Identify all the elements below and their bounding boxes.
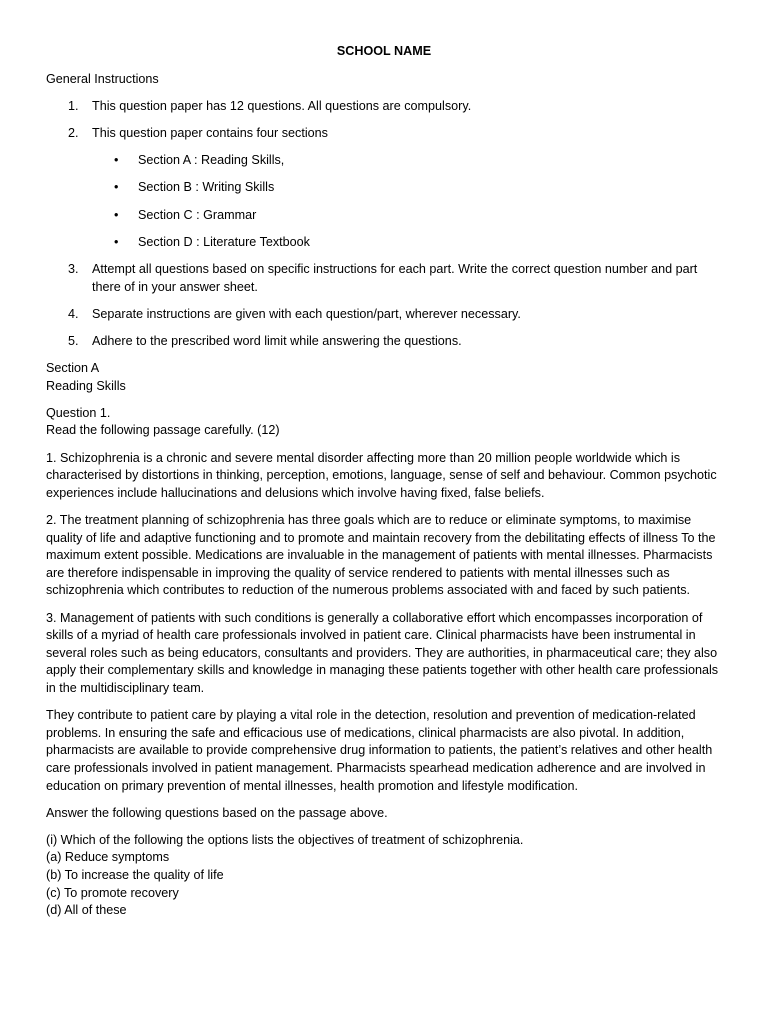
bullet-icon: • xyxy=(114,234,119,249)
answer-prompt: Answer the following questions based on the passage above. xyxy=(46,805,388,820)
section-list-item xyxy=(92,207,722,225)
question-1-heading xyxy=(46,405,722,440)
instruction-item xyxy=(46,333,722,351)
sub-question xyxy=(46,832,722,920)
question-label: Question 1. xyxy=(46,405,111,420)
answer-option: (c) To promote recovery xyxy=(46,885,179,900)
section-list-item xyxy=(92,234,722,252)
instruction-number: 4. xyxy=(68,306,79,321)
answer-option: (d) All of these xyxy=(46,903,127,918)
instructions-list xyxy=(46,98,722,351)
passage-paragraph: They contribute to patient care by playing a vital role in the detection, resolution and prevention of medication-related problems. In ensuring the safe and efficacious use of medications, clinical pharmacists are also pivotal. In addition, pharmacists are available to provide comprehensive drug information to patients, the patient’s relatives and other health care professionals involved in patient management. Pharmacists spearhead medication adherence and are involved in education on primary prevention of mental illnesses, health promotion and lifestyle modification. xyxy=(46,708,713,793)
instruction-item xyxy=(46,306,722,324)
passage-paragraph: 1. Schizophrenia is a chronic and severe mental disorder affecting more than 20 million people worldwide which is characterised by distortions in thinking, perception, emotions, language, sense of self and behaviour. Common psychotic experiences include hallucinations and delusions which involve having fixed, false beliefs. xyxy=(46,450,717,500)
instruction-number: 2. xyxy=(68,125,79,140)
instruction-text: Separate instructions are given with each question/part, wherever necessary. xyxy=(92,306,521,321)
section-a-heading xyxy=(46,360,722,395)
instruction-text: Adhere to the prescribed word limit while answering the questions. xyxy=(92,333,462,348)
passage-paragraph: 3. Management of patients with such conditions is generally a collaborative effort which encompasses incorporation of skills of a myriad of health care professionals involved in patient care. Clinical pharmacists have been instrumental in several roles such as being educators, consultants and providers. They are authorities, in pharmaceutical care; they also apply their complementary skills and knowledge in managing these patients together with other health care professionals in the multidisciplinary team. xyxy=(46,610,719,695)
section-list-item xyxy=(92,152,722,170)
instruction-number: 1. xyxy=(68,98,79,113)
school-name-title: SCHOOL NAME xyxy=(336,44,432,58)
section-list-item xyxy=(92,179,722,197)
general-instructions-heading: General Instructions xyxy=(46,71,159,86)
bullet-icon: • xyxy=(114,180,119,195)
instruction-number: 5. xyxy=(68,333,79,348)
instruction-item xyxy=(46,98,722,116)
section-label: Section A xyxy=(46,361,100,376)
section-list-text: Section A : Reading Skills, xyxy=(138,153,285,168)
instruction-text: This question paper contains four sections xyxy=(92,125,328,140)
instruction-item xyxy=(46,261,722,296)
instruction-text: This question paper has 12 questions. All questions are compulsory. xyxy=(92,98,472,113)
section-list-text: Section D : Literature Textbook xyxy=(138,234,310,249)
document-page xyxy=(46,43,722,929)
instruction-item xyxy=(46,125,722,251)
answer-option: (a) Reduce symptoms xyxy=(46,850,170,865)
bullet-icon: • xyxy=(114,207,119,222)
question-prompt: Read the following passage carefully. (12) xyxy=(46,423,280,438)
section-list-text: Section C : Grammar xyxy=(138,207,257,222)
sections-list xyxy=(92,152,722,251)
instruction-number: 3. xyxy=(68,261,79,276)
section-name: Reading Skills xyxy=(46,378,126,393)
passage-paragraph: 2. The treatment planning of schizophrenia has three goals which are to reduce or eliminate symptoms, to maximise quality of life and adaptive functioning and to promote and maintain recovery from the debilitating effects of illness To the maximum extent possible. Medications are invaluable in the management of patients with mental illnesses. Pharmacists are therefore indispensable in improving the quality of service rendered to patients with mental illnesses such as schizophrenia which contributes to reduction of the numerous problems associated with and faced by such patients. xyxy=(46,513,716,598)
sub-question-text: (i) Which of the following the options lists the objectives of treatment of schizophrenia. xyxy=(46,832,524,847)
section-list-text: Section B : Writing Skills xyxy=(138,180,275,195)
instruction-text: Attempt all questions based on specific instructions for each part. Write the correct question number and part there of in your answer sheet. xyxy=(92,261,698,294)
bullet-icon: • xyxy=(114,153,119,168)
answer-option: (b) To increase the quality of life xyxy=(46,868,224,883)
